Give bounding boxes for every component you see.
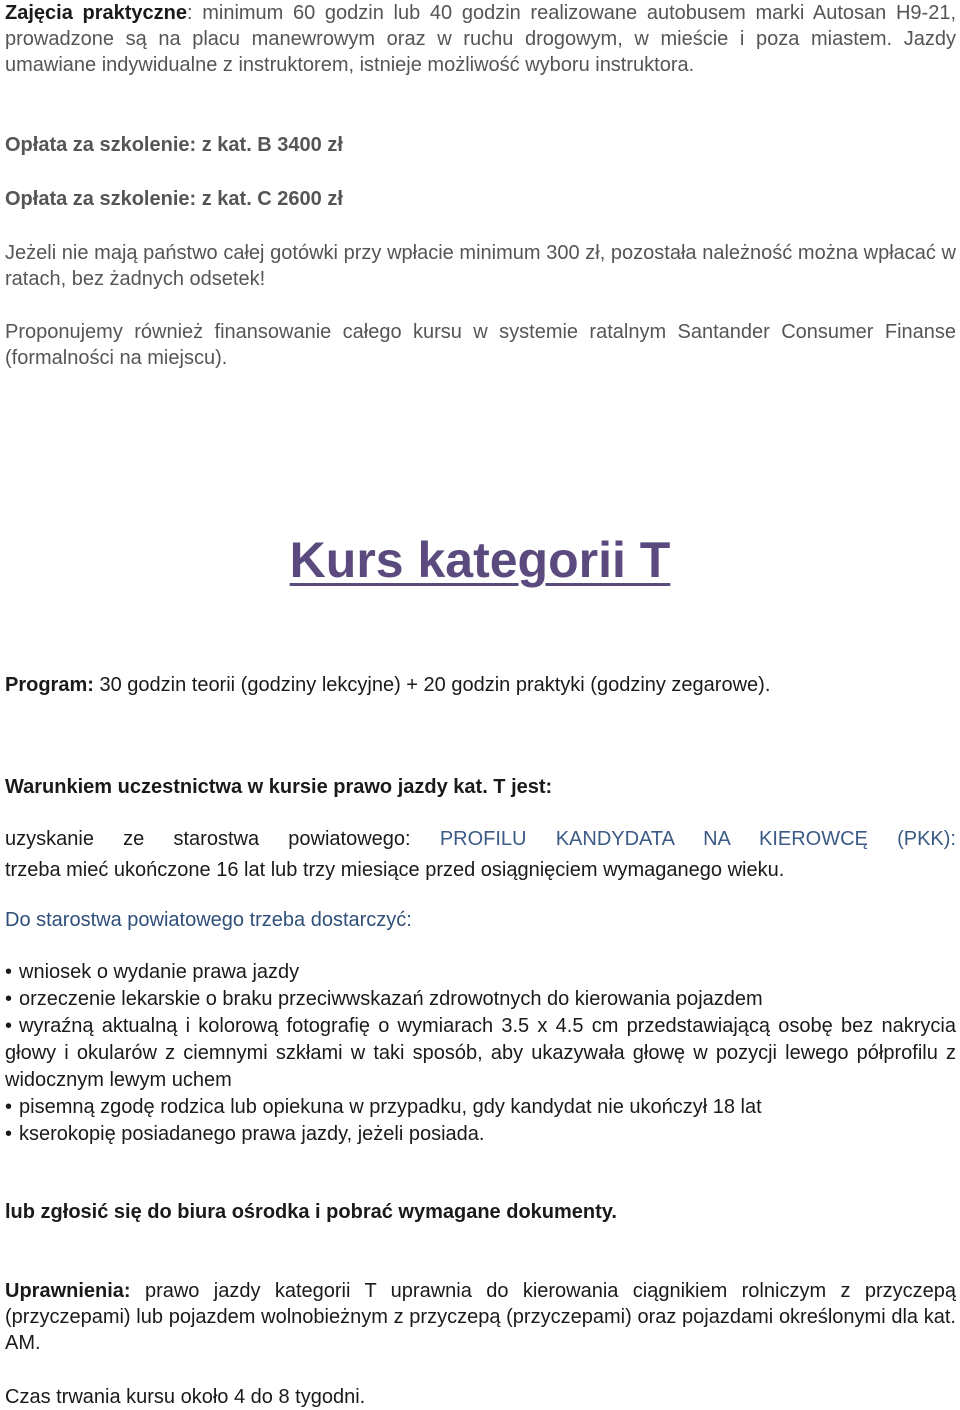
- program-paragraph: [5, 672, 956, 698]
- condition-heading: Warunkiem uczestnictwa w kursie prawo jazdy kat. T jest:: [5, 776, 553, 798]
- course-title: Kurs kategorii T: [289, 532, 671, 588]
- document-item: [5, 1121, 956, 1148]
- practical-label: Zajęcia praktyczne: [5, 2, 187, 24]
- bullet-icon: •: [5, 1123, 13, 1145]
- program-text: 30 godzin teorii (godziny lekcyjne) + 20 godzin praktyki (godziny zegarowe).: [93, 674, 771, 696]
- document-item: [5, 986, 956, 1013]
- fee-b: Opłata za szkolenie: z kat. B 3400 zł: [5, 134, 343, 156]
- pkk-prefix: uzyskanie ze starostwa powiatowego:: [5, 828, 411, 850]
- rights-text: prawo jazdy kategorii T uprawnia do kierowania ciągnikiem rolniczym z przyczepą (przyczepami) lub pojazdem wolnobieżnym z przyczepą (przyczepami) oraz pojazdami określonymi dla kat. AM.: [5, 1280, 956, 1354]
- bullet-icon: •: [5, 988, 13, 1010]
- pkk-suffix: trzeba mieć ukończone 16 lat lub trzy miesiące przed osiągnięciem wymaganego wieku.: [5, 859, 785, 881]
- document-item: [5, 1013, 956, 1094]
- installments-text: Jeżeli nie mają państwo całej gotówki przy wpłacie minimum 300 zł, pozostała należność można wpłacać w ratach, bez żadnych odsetek!: [5, 242, 956, 290]
- rights-paragraph: [5, 1278, 956, 1356]
- document-text: wyraźną aktualną i kolorową fotografię o wymiarach 3.5 x 4.5 cm przedstawiającą osobę bez nakrycia głowy i okularów z ciemnymi szkłami w taki sposób, aby ukazywała głowę w pozycji lewego półprofilu z widocznym lewym uchem: [5, 1015, 956, 1091]
- duration-text: Czas trwania kursu około 4 do 8 tygodni.: [5, 1386, 366, 1408]
- document-text: pisemną zgodę rodzica lub opiekuna w przypadku, gdy kandydat nie ukończył 18 lat: [19, 1096, 762, 1118]
- document-item: [5, 959, 956, 986]
- practical-text: : minimum 60 godzin lub 40 godzin realizowane autobusem marki Autosan H9-21, prowadzone są na placu manewrowym oraz w ruchu drogowym, w mieście i poza miastem. Jazdy umawiane indywidualne z instruktorem, istnieje możliwość wyboru instruktora.: [5, 2, 957, 76]
- pkk-line: [5, 826, 956, 852]
- office-note: lub zgłosić się do biura ośrodka i pobrać wymagane dokumenty.: [5, 1201, 617, 1223]
- financing-text: Proponujemy również finansowanie całego kursu w systemie ratalnym Santander Consumer Finanse (formalności na miejscu).: [5, 321, 956, 369]
- document-item: [5, 1094, 956, 1121]
- pkk-highlight: PROFILU KANDYDATA NA KIEROWCĘ (PKK):: [439, 828, 956, 850]
- bullet-icon: •: [5, 961, 13, 983]
- document-text: orzeczenie lekarskie o braku przeciwwskazań zdrowotnych do kierowania pojazdem: [19, 988, 763, 1010]
- rights-label: Uprawnienia:: [5, 1280, 131, 1302]
- document-text: wniosek o wydanie prawa jazdy: [19, 961, 300, 983]
- deliver-heading: Do starostwa powiatowego trzeba dostarczyć:: [5, 909, 412, 931]
- fee-c: Opłata za szkolenie: z kat. C 2600 zł: [5, 188, 343, 210]
- bullet-icon: •: [5, 1015, 13, 1037]
- bullet-icon: •: [5, 1096, 13, 1118]
- document-text: kserokopię posiadanego prawa jazdy, jeżeli posiada.: [19, 1123, 485, 1145]
- program-label: Program:: [5, 674, 94, 696]
- practical-paragraph: [5, 0, 956, 78]
